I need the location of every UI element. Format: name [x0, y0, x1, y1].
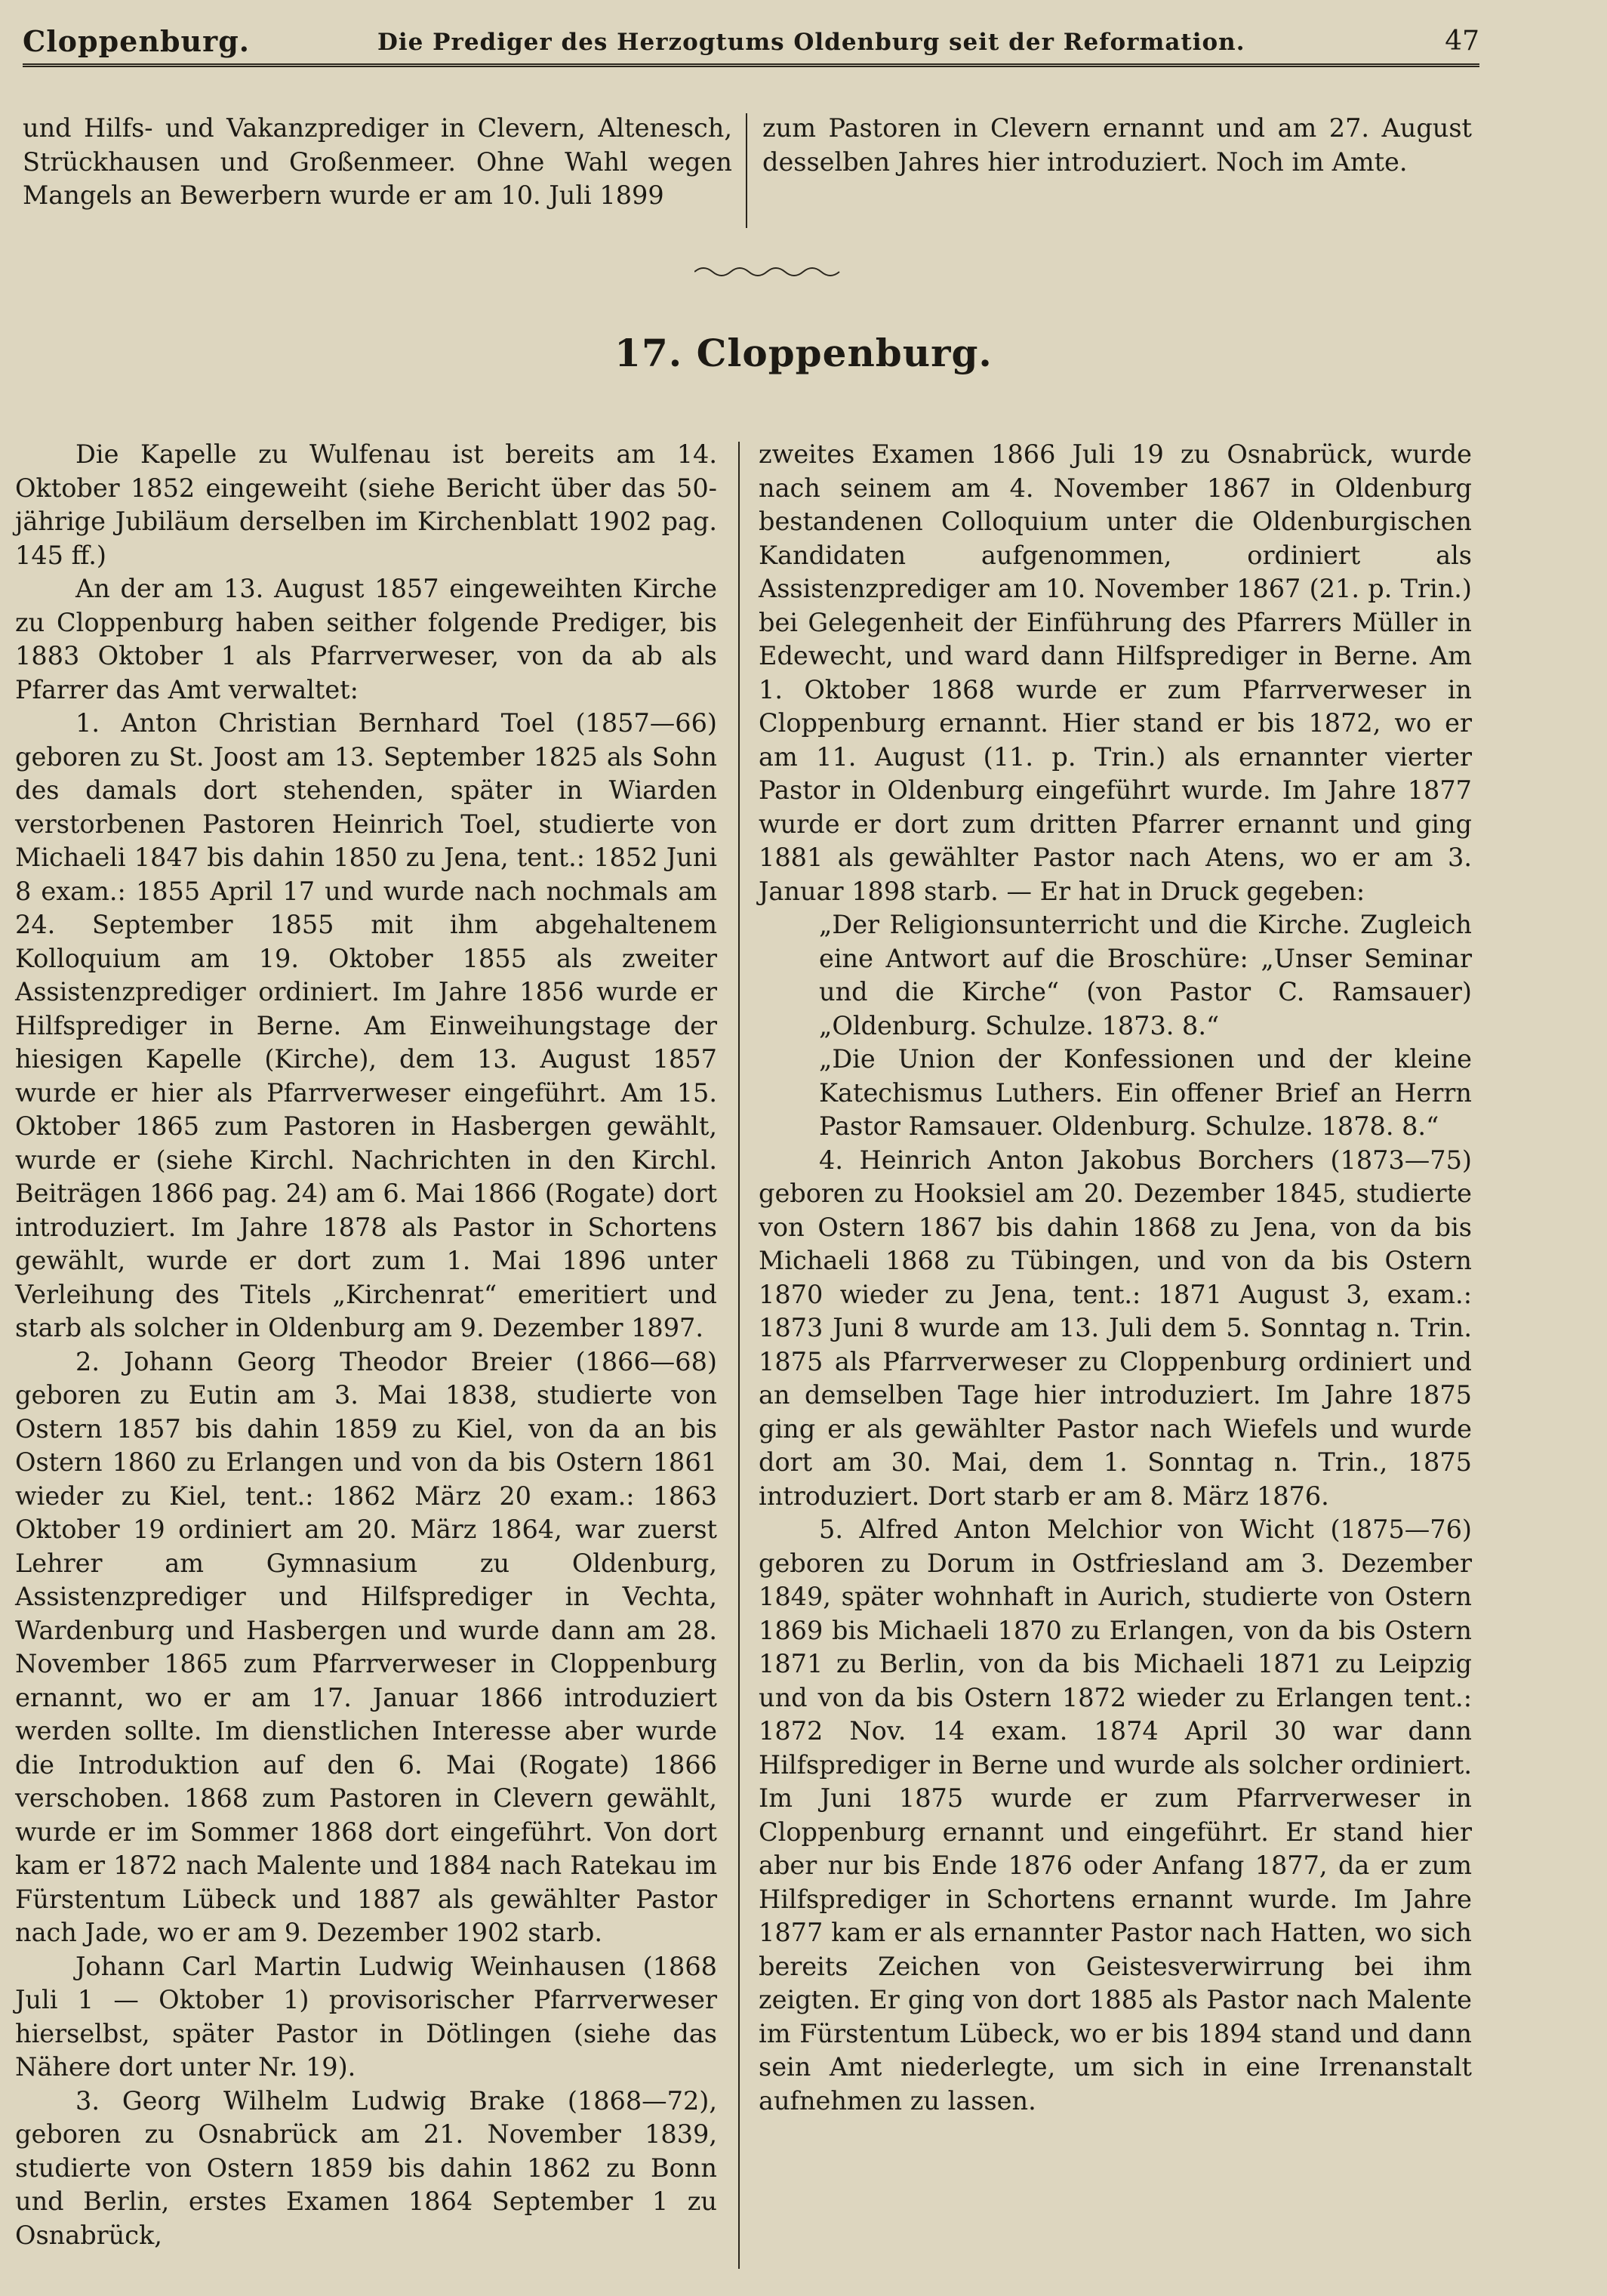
paragraph-kapelle: Die Kapelle zu Wulfenau ist bereits am 14. Oktober 1852 eingeweiht (siehe Bericht über das 50-jährige Jubiläum derselben im Kirchenblatt 1902 pag. 145 ff.) [15, 439, 717, 570]
ornament-divider [694, 263, 845, 281]
publication-quote-1: „Der Religionsunterricht und die Kirche. Zugleich eine Antwort auf die Broschüre: „Unser Seminar und die Kirche“ (von Pastor C. Ramsauer) „Oldenburg. Schulze. 1873. 8.“ [819, 910, 1472, 1040]
main-left-column [15, 438, 717, 2252]
main-right-column [759, 438, 1472, 2118]
column-divider-main [738, 442, 740, 2269]
top-right-column [762, 112, 1472, 179]
entry-von-wicht: 5. Alfred Anton Melchior von Wicht (1875—76) geboren zu Dorum in Ostfriesland am 3. Dezember 1849, später wohnhaft in Aurich, studierte von Ostern 1869 bis Michaeli 1870 zu Erlangen, von da bis Ostern 1871 zu Berlin, von da bis Michaeli 1871 zu Leipzig und von da bis Ostern 1872 wieder zu Erlangen tent.: 1872 Nov. 14 exam. 1874 April 30 war dann Hilfsprediger in Berne und wurde als solcher ordiniert. Im Juni 1875 wurde er zum Pfarrverweser in Cloppenburg ernannt und eingeführt. Er stand hier aber nur bis Ende 1876 oder Anfang 1877, da er zum Hilfsprediger in Schortens ernannt wurde. Im Jahre 1877 kam er als ernannter Pastor nach Hatten, wo sich bereits Zeichen von Geistesverwirrung bei ihm zeigten. Er ging von dort 1885 als Pastor nach Malente im Fürstentum Lübeck, wo er bis 1894 stand und dann sein Amt niederlegte, um sich in eine Irrenanstalt aufnehmen zu lassen. [759, 1515, 1472, 2116]
header-book-title: Die Prediger des Herzogtums Oldenburg seit der Reformation. [377, 29, 1245, 56]
paragraph-intro: An der am 13. August 1857 eingeweihten Kirche zu Cloppenburg haben seither folgende Prediger, bis 1883 Oktober 1 als Pfarrverweser, von da ab als Pfarrer das Amt verwaltet: [15, 574, 717, 704]
page-number: 47 [1445, 26, 1479, 57]
column-divider-top [746, 113, 747, 228]
publication-quote-2: „Die Union der Konfessionen und der kleine Katechismus Luthers. Ein offener Brief an Herrn Pastor Ramsauer. Oldenburg. Schulze. 1878. 8.“ [819, 1044, 1472, 1141]
entry-brake: 3. Georg Wilhelm Ludwig Brake (1868—72), geboren zu Osnabrück am 21. November 1839, studierte von Ostern 1859 bis dahin 1862 zu Bonn und Berlin, erstes Examen 1864 September 1 zu Osnabrück, [15, 2085, 717, 2250]
continued-paragraph: und Hilfs- und Vakanzprediger in Clevern, Altenesch, Strückhausen und Großenmeer. Ohne Wahl wegen Mangels an Bewerbern wurde er am 10. Juli 1899 [23, 113, 732, 210]
section-title: 17. Cloppenburg. [614, 331, 993, 375]
continued-paragraph: zum Pastoren in Clevern ernannt und am 27. August desselben Jahres hier introduziert. Noch im Amte. [762, 113, 1472, 177]
entry-brake-continued: zweites Examen 1866 Juli 19 zu Osnabrück, wurde nach seinem am 4. November 1867 in Oldenburg bestandenen Colloquium unter die Oldenburgischen Kandidaten aufgenommen, ordiniert als Assistenzprediger am 10. November 1867 (21. p. Trin.) bei Gelegenheit der Einführung des Pfarrers Müller in Edewecht, und ward dann Hilfsprediger in Berne. Am 1. Oktober 1868 wurde er zum Pfarrverweser in Cloppenburg ernannt. Hier stand er bis 1872, wo er am 11. August (11. p. Trin.) als ernannter vierter Pastor in Oldenburg eingeführt wurde. Im Jahre 1877 wurde er dort zum dritten Pfarrer ernannt und ging 1881 als gewählter Pastor nach Atens, wo er am 3. Januar 1898 starb. — Er hat in Druck gegeben: [759, 439, 1472, 906]
top-left-column [23, 112, 732, 213]
entry-breier: 2. Johann Georg Theodor Breier (1866—68) geboren zu Eutin am 3. Mai 1838, studierte von Ostern 1857 bis dahin 1859 zu Kiel, von da an bis Ostern 1860 zu Erlangen und von da bis Ostern 1861 wieder zu Kiel, tent.: 1862 März 20 exam.: 1863 Oktober 19 ordiniert am 20. März 1864, war zuerst Lehrer am Gymnasium zu Oldenburg, Assistenzprediger und Hilfsprediger in Vechta, Wardenburg und Hasbergen und wurde dann am 28. November 1865 zum Pfarrverweser in Cloppenburg ernannt, wo er am 17. Januar 1866 introduziert werden sollte. Im dienstlichen Interesse aber wurde die Introduktion auf den 6. Mai (Rogate) 1866 verschoben. 1868 zum Pastoren in Clevern gewählt, wurde er im Sommer 1868 dort eingeführt. Von dort kam er 1872 nach Malente und 1884 nach Ratekau im Fürstentum Lübeck und 1887 als gewählter Pastor nach Jade, wo er am 9. Dezember 1902 starb. [15, 1346, 717, 1947]
header-place-name: Cloppenburg. [23, 24, 250, 58]
running-header [23, 21, 1479, 67]
entry-borchers: 4. Heinrich Anton Jakobus Borchers (1873—75) geboren zu Hooksiel am 20. Dezember 1845, studierte von Ostern 1867 bis dahin 1868 zu Jena, von da bis Michaeli 1868 zu Tübingen, und von da bis Ostern 1870 wieder zu Jena, tent.: 1871 August 3, exam.: 1873 Juni 8 wurde am 13. Juli dem 5. Sonntag n. Trin. 1875 als Pfarrverweser zu Cloppenburg ordiniert und an demselben Tage hier introduziert. Im Jahre 1875 ging er als gewählter Pastor nach Wiefels und wurde dort am 30. Mai, dem 1. Sonntag n. Trin., 1875 introduziert. Dort starb er am 8. März 1876. [759, 1145, 1472, 1511]
entry-weinhausen: Johann Carl Martin Ludwig Weinhausen (1868 Juli 1 — Oktober 1) provisorischer Pfarrverweser hierselbst, später Pastor in Dötlingen (siehe das Nähere dort unter Nr. 19). [15, 1951, 717, 2082]
entry-toel: 1. Anton Christian Bernhard Toel (1857—66) geboren zu St. Joost am 13. September 1825 als Sohn des damals dort stehenden, später in Wiarden verstorbenen Pastoren Heinrich Toel, studierte von Michaeli 1847 bis dahin 1850 zu Jena, tent.: 1852 Juni 8 exam.: 1855 April 17 und wurde nach nochmals am 24. September 1855 mit ihm abgehaltenem Kolloquium am 19. Oktober 1855 als zweiter Assistenzprediger ordiniert. Im Jahre 1856 wurde er Hilfsprediger in Berne. Am Einweihungstage der hiesigen Kapelle (Kirche), dem 13. August 1857 wurde er hier als Pfarrverweser eingeführt. Am 15. Oktober 1865 zum Pastoren in Hasbergen gewählt, wurde er (siehe Kirchl. Nachrichten in den Kirchl. Beiträgen 1866 pag. 24) am 6. Mai 1866 (Rogate) dort introduziert. Im Jahre 1878 als Pastor in Schortens gewählt, wurde er dort zum 1. Mai 1896 unter Verleihung des Titels „Kirchenrat“ emeritiert und starb als solcher in Oldenburg am 9. Dezember 1897. [15, 708, 717, 1342]
